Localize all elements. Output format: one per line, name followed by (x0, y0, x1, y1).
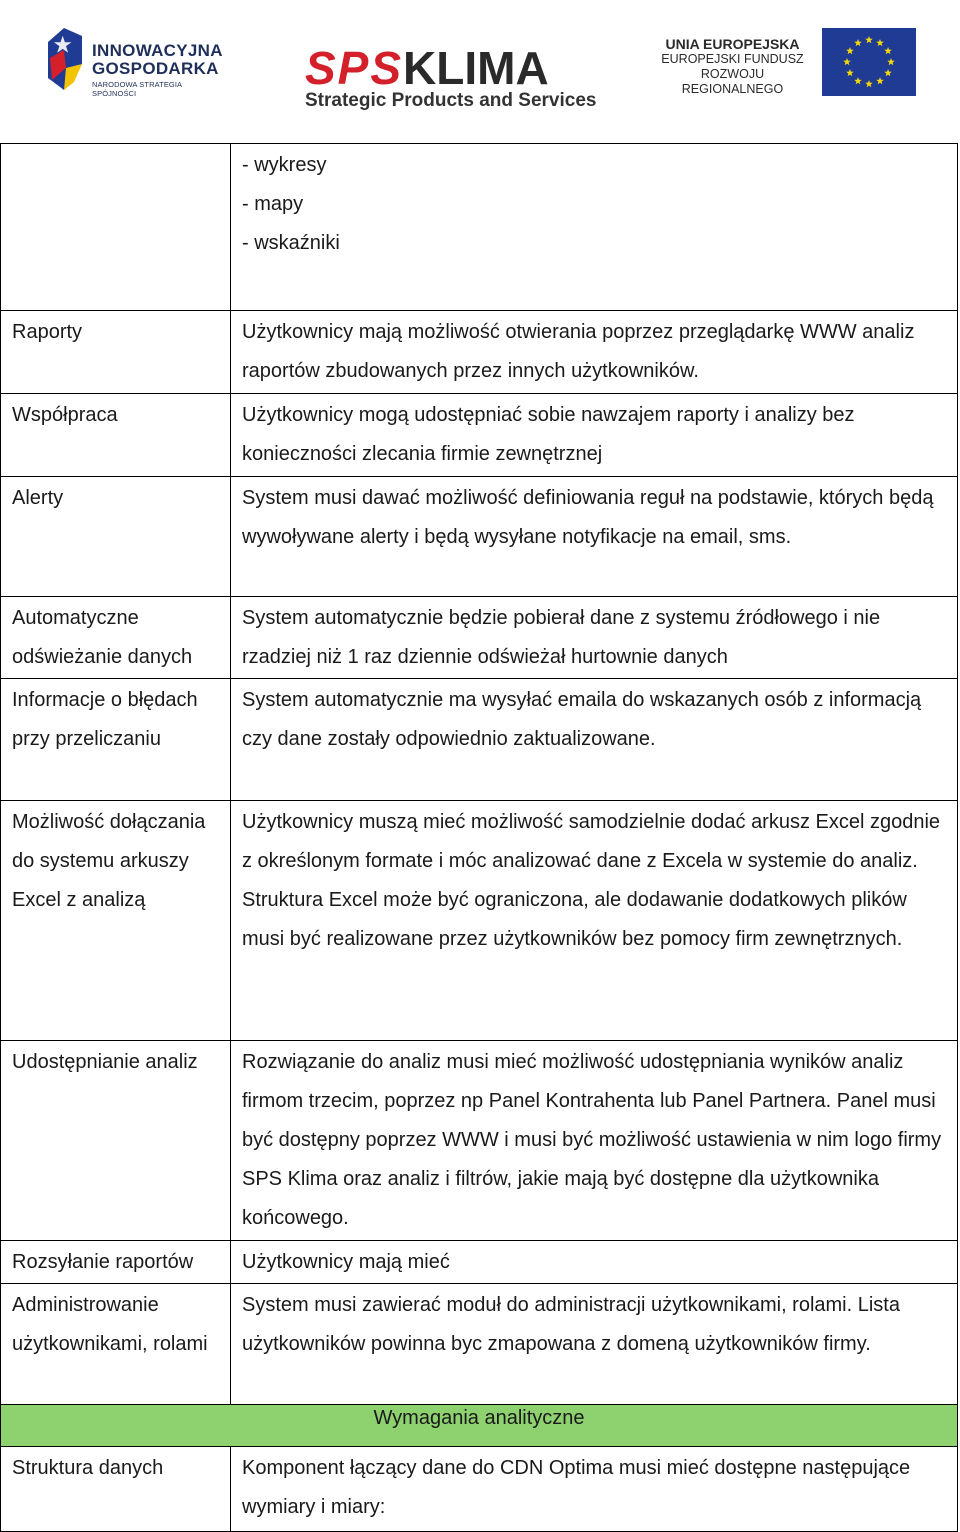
sps-brand-dark: KLIMA (403, 42, 549, 94)
table-cell-description (231, 1241, 957, 1283)
list-item: - wskaźniki (242, 232, 340, 254)
page-header (0, 0, 960, 130)
eu-fund-logo (650, 28, 918, 98)
table-row (0, 394, 958, 477)
feature-description: Użytkownicy mają możliwość otwierania poprzez przeglądarkę WWW analiz raportów zbudowanych przez innych użytkowników. (242, 321, 915, 382)
table-cell-description (231, 1284, 957, 1404)
list-item: - mapy (242, 193, 304, 215)
section-header-row (0, 1405, 958, 1447)
table-row (0, 597, 958, 679)
innowacyjna-gospodarka-logo (44, 28, 224, 98)
feature-name: Rozsyłanie raportów (12, 1251, 194, 1273)
table-cell-feature (1, 394, 231, 476)
table-cell-description (231, 394, 957, 476)
feature-description: System automatycznie ma wysyłać emaila do wskazanych osób z informacją czy dane zostały odpowiednio zaktualizowane. (242, 689, 922, 750)
table-row (0, 1447, 958, 1532)
table-cell-feature (1, 1284, 231, 1404)
ig-line3: NARODOWA STRATEGIA SPÓJNOŚCI (92, 80, 182, 98)
eu-line3: ROZWOJU REGIONALNEGO (681, 67, 784, 96)
table-cell-feature (1, 1241, 231, 1283)
table-cell-description (231, 1041, 957, 1240)
feature-name: Raporty (12, 321, 83, 343)
feature-description: Rozwiązanie do analiz musi mieć możliwość udostępniania wyników analiz firmom trzecim, poprzez np Panel Kontrahenta lub Panel Partnera. Panel musi być dostępny poprzez WWW i musi być możliwość ustawienia w nim logo firmy SPS Klima oraz analiz i filtrów, jakie mają być dostępne dla użytkownika końcowego. (242, 1051, 942, 1229)
feature-name: Administrowanie użytkownikami, rolami (12, 1294, 208, 1355)
requirements-table (0, 143, 958, 1532)
feature-description: System musi dawać możliwość definiowania reguł na podstawie, których będą wywoływane alerty i będą wysyłane notyfikacje na email, sms. (242, 487, 934, 548)
table-row (0, 1284, 958, 1405)
feature-name: Współpraca (12, 404, 118, 426)
feature-name: Struktura danych (12, 1457, 164, 1479)
table-cell-description (231, 801, 957, 1040)
table-cell-description (231, 1447, 957, 1531)
table-row (0, 477, 958, 597)
feature-name: Udostępnianie analiz (12, 1051, 198, 1073)
feature-description: System musi zawierać moduł do administracji użytkownikami, rolami. Lista użytkowników powinna byc zmapowana z domeną użytkowników firmy. (242, 1294, 900, 1355)
sps-klima-logo (305, 42, 615, 116)
table-cell-description (231, 597, 957, 678)
table-row (0, 1241, 958, 1284)
feature-name: Alerty (12, 487, 64, 509)
feature-name: Informacje o błędach przy przeliczaniu (12, 689, 198, 750)
sps-brand-red: SPS (305, 42, 404, 94)
section-title: Wymagania analityczne (373, 1407, 585, 1429)
table-cell-feature (1, 311, 231, 393)
sps-tagline: Strategic Products and Services (305, 90, 597, 111)
table-row (0, 311, 958, 394)
feature-name: Możliwość dołączania do systemu arkuszy Excel z analizą (12, 811, 206, 911)
list-item: - wykresy (242, 154, 327, 176)
eu-line1: UNIA EUROPEJSKA (665, 36, 800, 52)
table-cell-feature (1, 801, 231, 1040)
table-cell-feature (1, 597, 231, 678)
feature-description: Użytkownicy muszą mieć możliwość samodzielnie dodać arkusz Excel zgodnie z określonym formate i móc analizować dane z Excela w systemie do analiz. Struktura Excel może być ograniczona, ale dodawanie dodatkowych plików musi być realizowane przez użytkowników bez pomocy firm zewnętrznych. (242, 811, 941, 950)
ig-line2: GOSPODARKA (92, 59, 219, 78)
feature-description: Użytkownicy mogą udostępniać sobie nawzajem raporty i analizy bez konieczności zlecania firmie zewnętrznej (242, 404, 855, 465)
table-cell-feature (1, 1447, 231, 1531)
table-cell-feature (1, 679, 231, 800)
table-cell-description (231, 477, 957, 596)
eu-line2: EUROPEJSKI FUNDUSZ (661, 52, 804, 66)
table-row (0, 679, 958, 801)
feature-description: Użytkownicy mają mieć (242, 1251, 450, 1273)
table-cell-feature (1, 144, 231, 310)
table-row (0, 801, 958, 1041)
table-row (0, 143, 958, 311)
table-cell-feature (1, 1041, 231, 1240)
ig-emblem-icon (44, 28, 86, 90)
ig-line1: INNOWACYJNA (92, 41, 223, 60)
table-cell-description (231, 679, 957, 800)
feature-description: Komponent łączący dane do CDN Optima musi mieć dostępne następujące wymiary i miary: (242, 1457, 911, 1518)
table-cell-description (231, 311, 957, 393)
feature-description: System automatycznie będzie pobierał dane z systemu źródłowego i nie rzadziej niż 1 raz dziennie odświeżał hurtownie danych (242, 607, 881, 668)
table-cell-feature (1, 477, 231, 596)
eu-flag-icon (822, 28, 916, 96)
table-cell-description (231, 144, 957, 310)
feature-name: Automatyczne odświeżanie danych (12, 607, 193, 668)
table-row (0, 1041, 958, 1241)
